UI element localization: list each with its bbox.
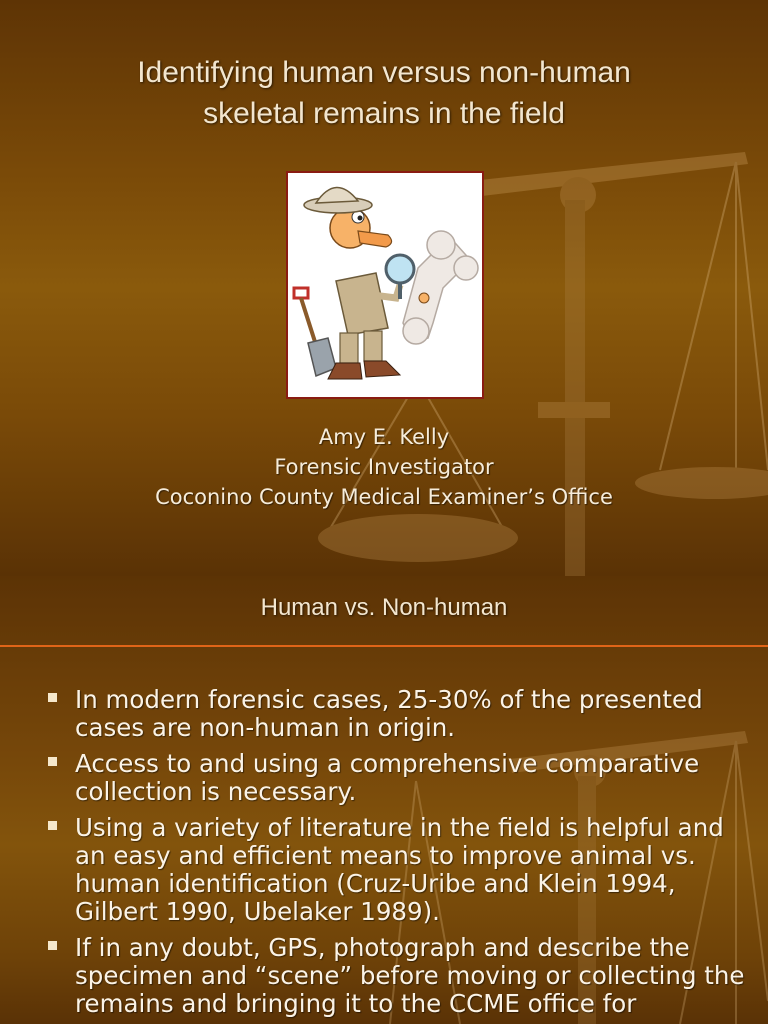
- bullet-item: [48, 750, 748, 806]
- magnifying-glass-icon: [386, 255, 414, 299]
- bullet-item: [48, 814, 748, 926]
- slide-title: Human vs. Non-human: [260, 594, 508, 621]
- bullet-text: Using a variety of literature in the field is helpful and an easy and efficient means to improve animal vs. human identification (Cruz-Uribe and Klein 1994, Gilbert 1990, Ubelaker 1989).: [75, 813, 724, 926]
- shovel-icon: [294, 288, 336, 376]
- slide-title: [0, 52, 768, 134]
- bullet-text: Access to and using a comprehensive comparative collection is necessary.: [75, 749, 700, 806]
- bullet-list: [48, 686, 748, 1024]
- bullet-item: [48, 686, 748, 742]
- slide-title-line-2: skeletal remains in the field: [203, 97, 565, 130]
- author-name: Amy E. Kelly: [318, 425, 450, 449]
- archaeologist-magnifier-bone-cartoon-icon: [288, 173, 482, 397]
- bullet-icon: [48, 941, 57, 950]
- title-divider: [0, 645, 768, 647]
- bullet-icon: [48, 757, 57, 766]
- author-block: [0, 422, 768, 512]
- bullet-text: If in any doubt, GPS, photograph and describe the specimen and “scene” before moving or collecting the remains and bringing it to the CCME office for: [75, 933, 745, 1018]
- author-role: Forensic Investigator: [274, 455, 494, 479]
- slide-title-line-1: Identifying human versus non-human: [137, 56, 631, 89]
- bullet-icon: [48, 821, 57, 830]
- archaeologist-cartoon-image: [286, 171, 484, 399]
- bullet-text: In modern forensic cases, 25-30% of the presented cases are non-human in origin.: [75, 685, 703, 742]
- author-organization: Coconino County Medical Examiner’s Office: [155, 485, 613, 509]
- content-slide: [0, 576, 768, 1024]
- bullet-item: [48, 934, 748, 1018]
- bone-icon: [403, 231, 478, 344]
- bullet-icon: [48, 693, 57, 702]
